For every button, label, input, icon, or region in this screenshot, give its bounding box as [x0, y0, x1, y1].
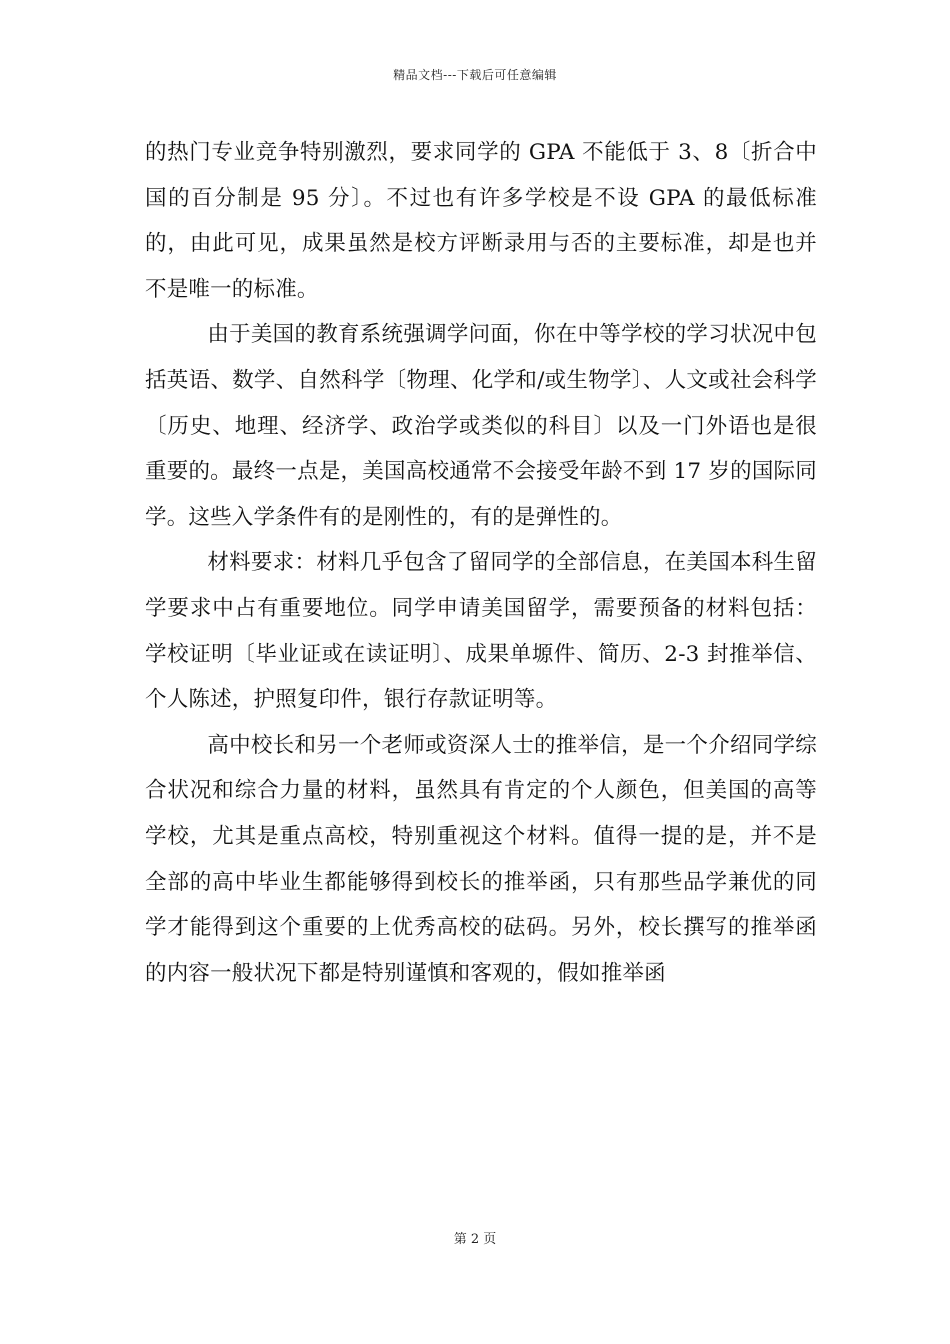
page-number: 第 2 页 [453, 1232, 497, 1247]
document-body [145, 130, 817, 996]
paragraph-education-requirements: 由于美国的教育系统强调学问面，你在中等学校的学习状况中包括英语、数学、自然科学〔物理、化学和/或生物学〕、人文或社会科学〔历史、地理、经济学、政治学或类似的科目〕以及一门外语也是很重要的。最终一点是，美国高校通常不会接受年龄不到 17 岁的国际同学。这些入学条件有的是刚性的，有的是弹性的。 [145, 322, 817, 530]
paragraph-gpa-continuation: 的热门专业竞争特别激烈，要求同学的 GPA 不能低于 3、8〔折合中国的百分制是 95 分〕。不过也有许多学校是不设 GPA 的最低标准的，由此可见，成果虽然是校方评断录用与否的主要标准，却是也并不是唯一的标准。 [145, 140, 817, 302]
paragraph-recommendation-letters: 高中校长和另一个老师或资深人士的推举信，是一个介绍同学综合状况和综合力量的材料，虽然具有肯定的个人颜色，但美国的高等学校，尤其是重点高校，特别重视这个材料。值得一提的是，并不是全部的高中毕业生都能够得到校长的推举函，只有那些品学兼优的同学才能得到这个重要的上优秀高校的砝码。另外，校长撰写的推举函的内容一般状况下都是特别谨慎和客观的，假如推举函 [145, 732, 817, 986]
page-header: 精品文档---下载后可任意编辑 [393, 68, 557, 82]
paragraph-material-requirements: 材料要求：材料几乎包含了留同学的全部信息，在美国本科生留学要求中占有重要地位。同学申请美国留学，需要预备的材料包括：学校证明〔毕业证或在读证明〕、成果单塬件、简历、2-3 封推举信、个人陈述，护照复印件，银行存款证明等。 [145, 550, 817, 713]
